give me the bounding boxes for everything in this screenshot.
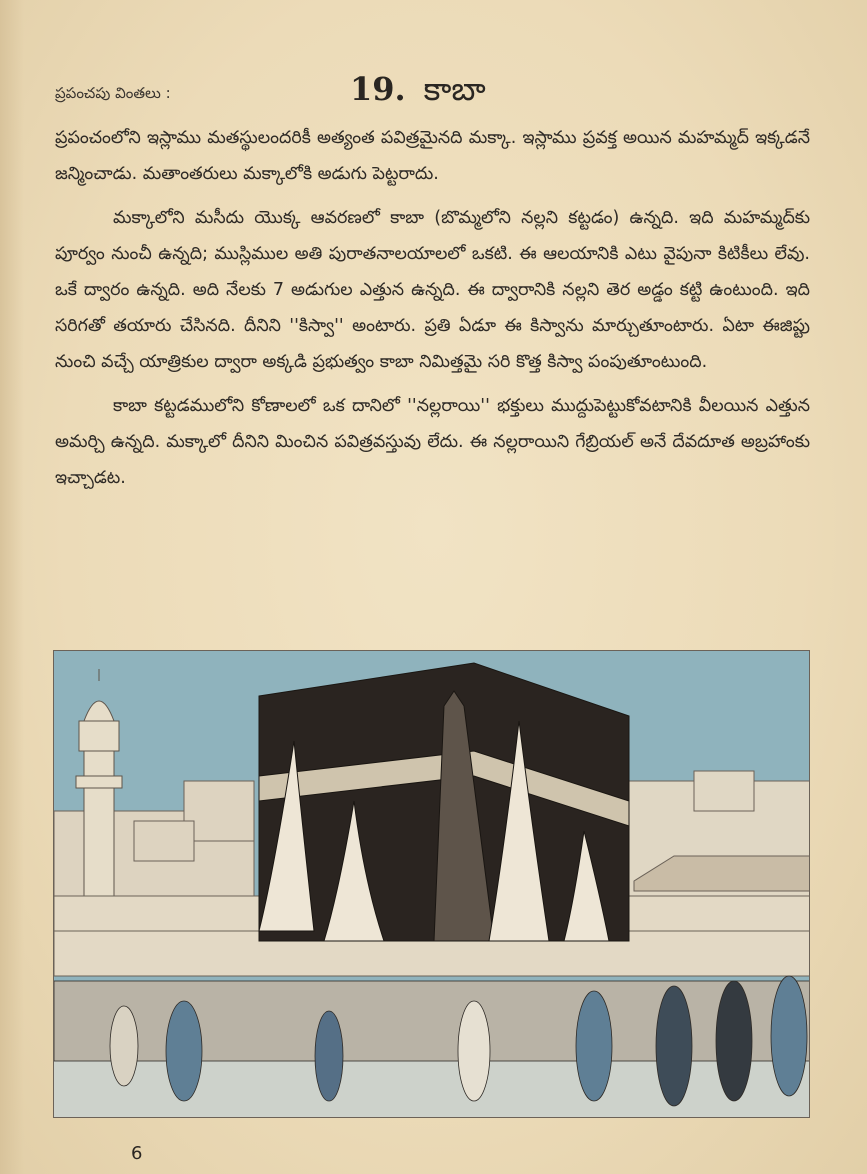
kaaba-drawing (54, 651, 810, 1118)
series-title: ప్రపంచపు వింతలు : (55, 84, 171, 102)
article-body (55, 120, 810, 504)
chapter-title: కాబా (423, 70, 486, 108)
chapter-heading (350, 70, 486, 116)
paragraph-3: కాబా కట్టడములోని కోణాలలో ఒక దానిలో ''నల్లరాయి'' భక్తులు ముద్దుపెట్టుకోవటానికి వీలయిన ఎత్తున అమర్చి ఉన్నది. మక్కాలో దీనిని మించిన పవిత్రవస్తువు లేదు. ఈ నల్లరాయిని గేబ్రియల్ అనే దేవదూత అబ్రహాంకు ఇచ్చాడట. (55, 396, 810, 488)
paragraph-2: మక్కాలోని మసీదు యొక్క ఆవరణలో కాబా (బొమ్మలోని నల్లని కట్టడం) ఉన్నది. ఇది మహమ్మద్‌కు పూర్వం నుంచీ ఉన్నది; ముస్లిముల అతి పురాతనాలయాలలో ఒకటి. ఈ ఆలయానికి ఎటు వైపునా కిటికీలు లేవు. ఒకే ద్వారం ఉన్నది. అది నేలకు 7 అడుగుల ఎత్తున ఉన్నది. ఈ ద్వారానికి నల్లని తెర అడ్డం కట్టి ఉంటుంది. ఇది సరిగతో తయారు చేసినది. దీనిని ''కిస్వా'' అంటారు. ప్రతి ఏడూ ఈ కిస్వాను మార్చుతూంటారు. ఏటా ఈజిప్టు నుంచి వచ్చే యాత్రికుల ద్వారా అక్కడి ప్రభుత్వం కాబా నిమిత్తమై సరి కొత్త కిస్వా పంపుతూంటుంది. (55, 208, 810, 372)
page-number: 6 (131, 1143, 143, 1164)
paragraph-1: ప్రపంచంలోని ఇస్లాము మతస్థులందరికీ అత్యంత పవిత్రమైనది మక్కా. ఇస్లాము ప్రవక్త అయిన మహమ్మద్ ఇక్కడనే జన్మించాడు. మతాంతరులు మక్కాలోకి అడుగు పెట్టరాదు. (55, 128, 810, 184)
kaaba (259, 663, 629, 941)
chapter-number: 19. (350, 70, 406, 108)
kaaba-illustration (53, 650, 810, 1118)
